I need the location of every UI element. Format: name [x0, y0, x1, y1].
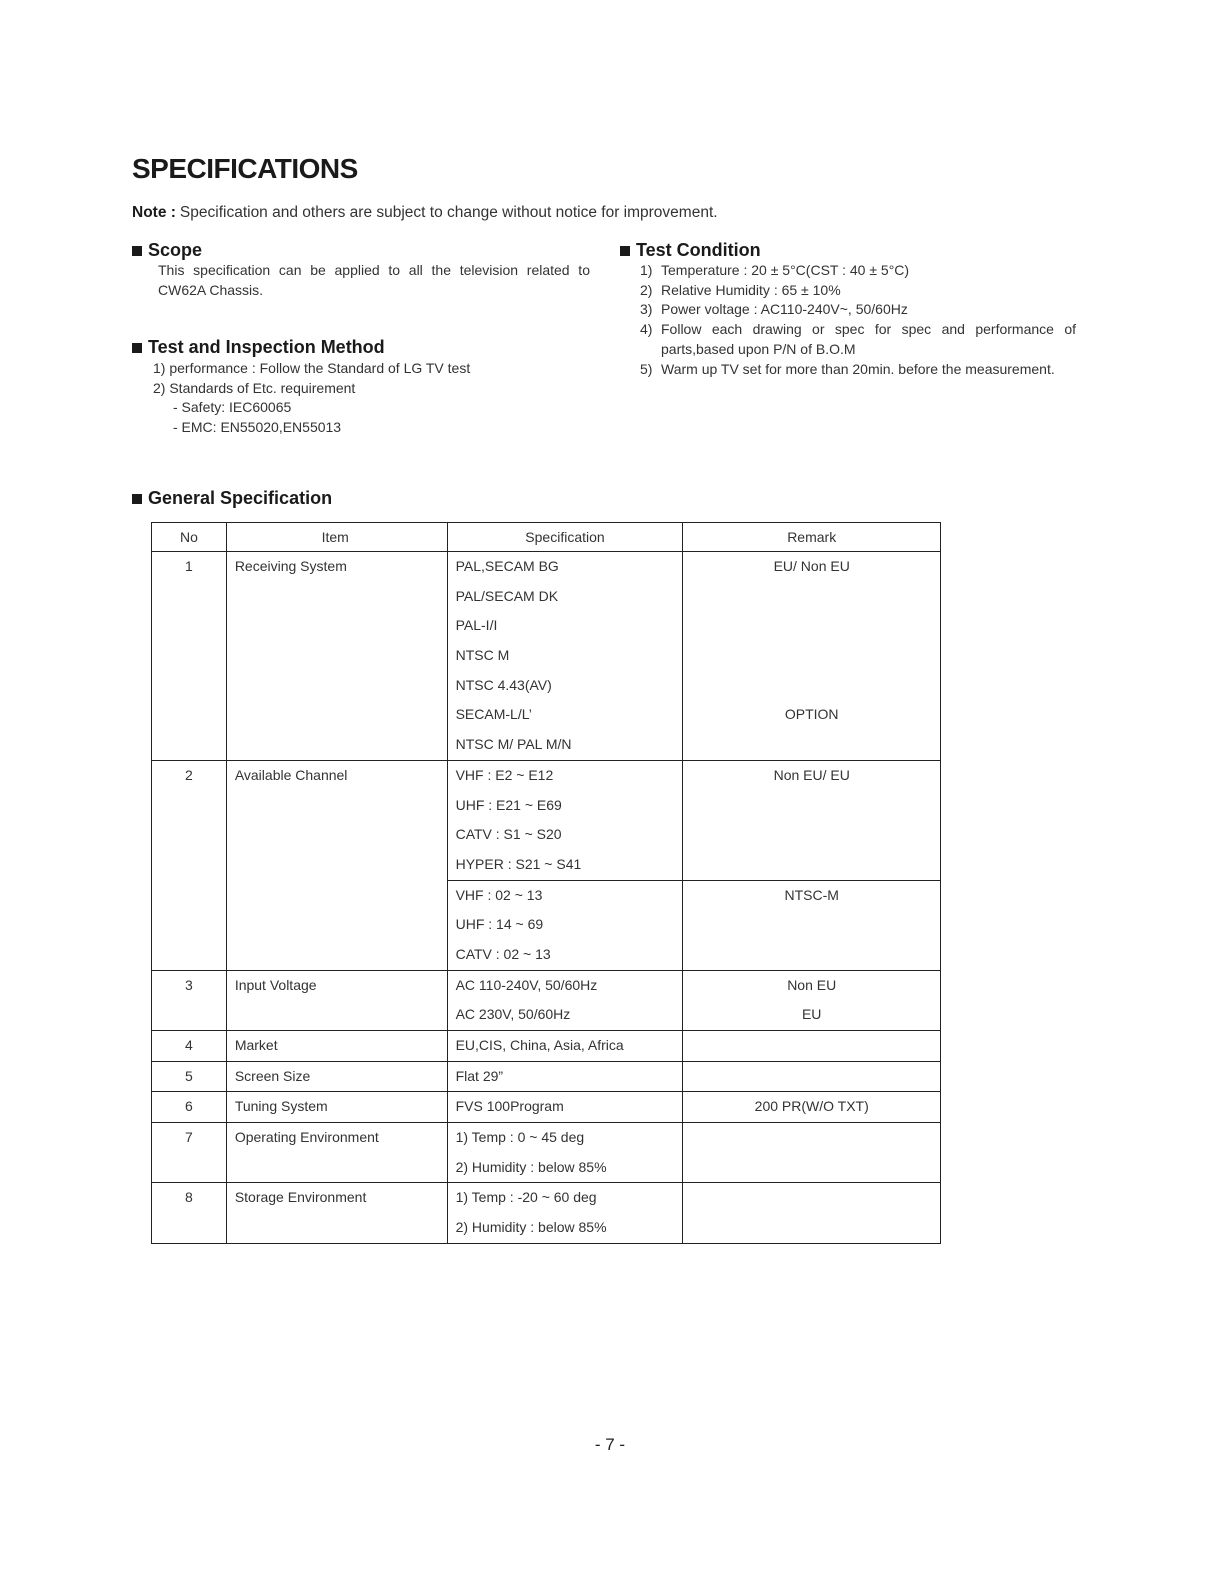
- spec-line: VHF : E2 ~ E12: [455, 766, 554, 783]
- item-name: Market: [234, 1037, 278, 1053]
- header-item: Item: [226, 523, 447, 552]
- remark-line: [683, 1213, 940, 1243]
- scope-heading: [132, 240, 202, 261]
- spec-line: FVS 100Program: [455, 1098, 564, 1115]
- remark-line: [683, 1153, 940, 1183]
- row-number-cell: [152, 552, 227, 761]
- list-item: [640, 360, 1076, 380]
- general-spec-heading-text: General Specification: [148, 488, 333, 508]
- spec-line: SECAM-L/L’: [455, 706, 532, 723]
- test-condition-heading-text: Test Condition: [636, 240, 761, 260]
- remark-cell: [683, 552, 941, 761]
- square-bullet-icon: [132, 246, 142, 256]
- spec-cell: [447, 552, 683, 761]
- item-name: Tuning System: [234, 1098, 328, 1115]
- header-no: No: [152, 523, 227, 552]
- item-text: Follow each drawing or spec for spec and performance of parts,based upon P/N of B.O.M: [661, 321, 1076, 357]
- table-header-row: [152, 523, 941, 552]
- remark-cell: [683, 1031, 941, 1062]
- spec-cell: [447, 970, 683, 1030]
- header-specification: Specification: [447, 523, 683, 552]
- item-number: 1): [640, 262, 653, 278]
- table-row: [152, 1061, 941, 1092]
- spec-line: 1) Temp : 0 ~ 45 deg: [455, 1129, 585, 1146]
- spec-line: EU,CIS, China, Asia, Africa: [455, 1037, 624, 1053]
- item-text: Power voltage : AC110-240V~, 50/60Hz: [661, 301, 908, 318]
- item-number: 5): [640, 360, 653, 377]
- scope-text: This specification can be applied to all the television related to CW62A Chassis.: [158, 262, 590, 298]
- spec-line: AC 110-240V, 50/60Hz: [455, 976, 598, 993]
- remark-line: NTSC-M: [784, 886, 839, 903]
- list-item: [640, 300, 1076, 320]
- page-title: SPECIFICATIONS: [132, 153, 358, 184]
- list-item: [640, 281, 1076, 301]
- remark-line: [683, 641, 940, 671]
- test-condition-heading: [620, 240, 761, 261]
- remark-line: [683, 582, 940, 612]
- spec-line: UHF : E21 ~ E69: [455, 796, 562, 813]
- square-bullet-icon: [620, 246, 630, 256]
- row-number-cell: [152, 1061, 227, 1092]
- remark-cell: [683, 1183, 941, 1243]
- remark-line: OPTION: [784, 706, 839, 723]
- remark-line: [683, 1062, 940, 1092]
- item-cell: [226, 1123, 447, 1183]
- square-bullet-icon: [132, 494, 142, 504]
- row-number: 8: [185, 1189, 193, 1206]
- remark-line: Non EU: [787, 976, 837, 993]
- item-cell: [226, 552, 447, 761]
- row-number-cell: [152, 1031, 227, 1062]
- item-number: 2): [640, 281, 653, 298]
- spec-cell: [447, 1123, 683, 1183]
- list-item: 2) Standards of Etc. requirement: [153, 379, 356, 396]
- spec-cell: [447, 1092, 683, 1123]
- table-row: [152, 1123, 941, 1183]
- row-number: 4: [185, 1037, 193, 1053]
- spec-table: [151, 522, 941, 1244]
- table-row: [152, 1183, 941, 1243]
- test-inspection-heading-text: Test and Inspection Method: [148, 337, 385, 357]
- list-item: 1) performance : Follow the Standard of LG TV test: [153, 360, 471, 376]
- remark-cell: [683, 760, 941, 880]
- remark-line: Non EU/ EU: [773, 766, 850, 783]
- item-number: 4): [640, 321, 653, 338]
- page-number: - 7 -: [594, 1435, 626, 1454]
- table-row: [152, 1092, 941, 1123]
- spec-line: PAL,SECAM BG: [455, 558, 559, 574]
- row-number-cell: [152, 970, 227, 1030]
- spec-line: NTSC M: [455, 647, 510, 664]
- test-condition-list: [640, 261, 1076, 379]
- row-number: 2: [185, 766, 193, 783]
- remark-line: [683, 1031, 940, 1061]
- item-cell: [226, 1092, 447, 1123]
- remark-line: [683, 730, 940, 760]
- item-name: Storage Environment: [234, 1189, 367, 1206]
- spec-line: NTSC M/ PAL M/N: [455, 736, 572, 753]
- row-number-cell: [152, 1183, 227, 1243]
- remark-line: EU: [801, 1006, 822, 1023]
- row-number: 6: [185, 1098, 193, 1115]
- item-cell: [226, 1031, 447, 1062]
- spec-line: NTSC 4.43(AV): [455, 676, 552, 693]
- header-remark: Remark: [683, 523, 941, 552]
- spec-line: UHF : 14 ~ 69: [455, 916, 544, 933]
- list-item: - EMC: EN55020,EN55013: [173, 419, 342, 436]
- remark-line: [683, 611, 940, 641]
- note-text: Specification and others are subject to change without notice for improvement.: [179, 204, 718, 221]
- spec-line: 1) Temp : -20 ~ 60 deg: [455, 1189, 597, 1206]
- table-row: [152, 970, 941, 1030]
- scope-heading-text: Scope: [148, 240, 203, 260]
- item-text: Relative Humidity : 65 ± 10%: [661, 281, 841, 298]
- spec-line: 2) Humidity : below 85%: [455, 1158, 607, 1175]
- item-name: Available Channel: [234, 766, 348, 783]
- remark-line: [683, 671, 940, 701]
- item-name: Screen Size: [234, 1067, 311, 1084]
- list-item: - Safety: IEC60065: [173, 399, 292, 416]
- remark-line: 200 PR(W/O TXT): [754, 1098, 869, 1115]
- note: [132, 204, 718, 222]
- test-inspection-heading: [132, 337, 385, 358]
- remark-line: [683, 1183, 940, 1213]
- spec-line: Flat 29”: [455, 1067, 504, 1084]
- table-row: [152, 1031, 941, 1062]
- remark-cell: [683, 1061, 941, 1092]
- spec-line: PAL/SECAM DK: [455, 587, 559, 604]
- square-bullet-icon: [132, 343, 142, 353]
- row-number-cell: [152, 1123, 227, 1183]
- spec-line: VHF : 02 ~ 13: [455, 886, 543, 903]
- table-row: [152, 552, 941, 761]
- test-inspection-list: [153, 359, 470, 438]
- spec-line: 2) Humidity : below 85%: [455, 1219, 607, 1236]
- row-number-cell: [152, 1092, 227, 1123]
- spec-line: PAL-I/I: [455, 617, 498, 634]
- item-cell: [226, 970, 447, 1030]
- row-number: 7: [185, 1129, 193, 1146]
- remark-line: EU/ Non EU: [773, 558, 850, 574]
- spec-line: AC 230V, 50/60Hz: [455, 1006, 571, 1023]
- item-name: Receiving System: [234, 558, 347, 574]
- spec-line: CATV : 02 ~ 13: [455, 945, 551, 962]
- item-name: Operating Environment: [234, 1129, 379, 1146]
- row-number: 1: [185, 558, 193, 574]
- item-cell: [226, 1183, 447, 1243]
- spec-line: HYPER : S21 ~ S41: [455, 855, 582, 872]
- list-item: [640, 261, 1076, 281]
- item-cell: [226, 760, 447, 970]
- spec-cell: [447, 760, 683, 880]
- row-number-cell: [152, 760, 227, 970]
- spec-cell: [447, 1183, 683, 1243]
- remark-cell: [683, 880, 941, 970]
- remark-cell: [683, 1123, 941, 1183]
- row-number: 3: [185, 976, 193, 993]
- spec-cell: [447, 1061, 683, 1092]
- remark-cell: [683, 970, 941, 1030]
- table-row: [152, 760, 941, 880]
- item-text: Warm up TV set for more than 20min. before the measurement.: [661, 360, 1055, 377]
- spec-cell: [447, 880, 683, 970]
- spec-cell: [447, 1031, 683, 1062]
- remark-line: [683, 1123, 940, 1153]
- spec-line: CATV : S1 ~ S20: [455, 826, 562, 843]
- item-number: 3): [640, 301, 653, 318]
- row-number: 5: [185, 1067, 193, 1084]
- list-item: [640, 320, 1076, 359]
- note-label: Note :: [132, 204, 176, 221]
- item-text: Temperature : 20 ± 5°C(CST : 40 ± 5°C): [661, 262, 910, 278]
- general-spec-heading: [132, 488, 332, 509]
- remark-cell: [683, 1092, 941, 1123]
- item-name: Input Voltage: [234, 976, 317, 993]
- item-cell: [226, 1061, 447, 1092]
